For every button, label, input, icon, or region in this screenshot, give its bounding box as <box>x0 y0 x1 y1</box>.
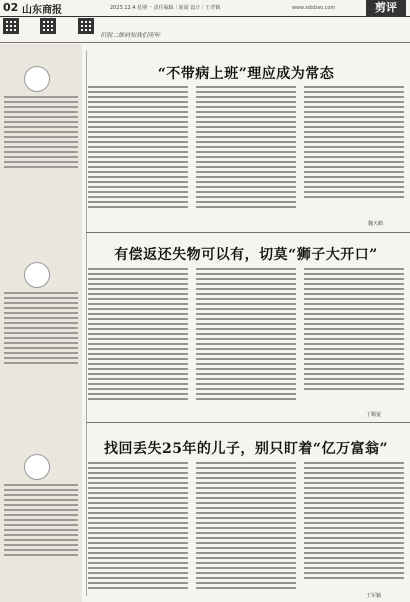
cartoon-icon <box>24 262 50 288</box>
byline: 丁顺宴 <box>366 412 382 418</box>
article-headline[interactable]: 找回丢失25年的儿子，别只盯着“亿万富翁” <box>103 441 389 457</box>
text-column <box>196 86 296 211</box>
sidebar-text <box>4 484 78 559</box>
site-url[interactable]: www.sdsbao.com <box>292 5 336 11</box>
text-column <box>88 462 188 592</box>
text-column <box>88 86 188 211</box>
text-column <box>88 268 188 403</box>
header-divider <box>0 42 410 43</box>
text-column <box>304 462 404 582</box>
qr-code-icon[interactable] <box>40 18 56 34</box>
cartoon-icon <box>24 454 50 480</box>
article-divider <box>86 232 410 233</box>
text-column <box>196 268 296 403</box>
sidebar-text <box>4 96 78 171</box>
page-number: 02 <box>3 1 19 14</box>
text-column <box>304 268 404 393</box>
sidebar-text <box>4 292 78 367</box>
byline: 王军颖 <box>366 593 382 599</box>
issue-date: 2023.12.4 星期一 责任编辑｜新闻 设计｜王孝鹤 <box>110 5 221 11</box>
byline: 魏天鹤 <box>368 221 384 227</box>
paper-name: 山东商报 <box>22 5 62 16</box>
article-divider <box>86 422 410 423</box>
masthead <box>0 0 410 17</box>
text-column <box>196 462 296 592</box>
sidebar-divider <box>86 50 87 596</box>
qr-slogan: 识别二维码知我们所听 <box>100 32 161 39</box>
text-column <box>304 86 404 201</box>
article-body <box>88 462 404 602</box>
article-headline[interactable]: 有偿返还失物可以有，切莫“狮子大开口” <box>114 247 378 263</box>
article-body <box>88 268 404 418</box>
article-body <box>88 86 404 228</box>
qr-code-icon[interactable] <box>78 18 94 34</box>
qr-code-icon[interactable] <box>3 18 19 34</box>
cartoon-icon <box>24 66 50 92</box>
article-headline[interactable]: “不带病上班”理应成为常态 <box>157 66 335 82</box>
section-tag: 剪评 <box>366 0 406 16</box>
